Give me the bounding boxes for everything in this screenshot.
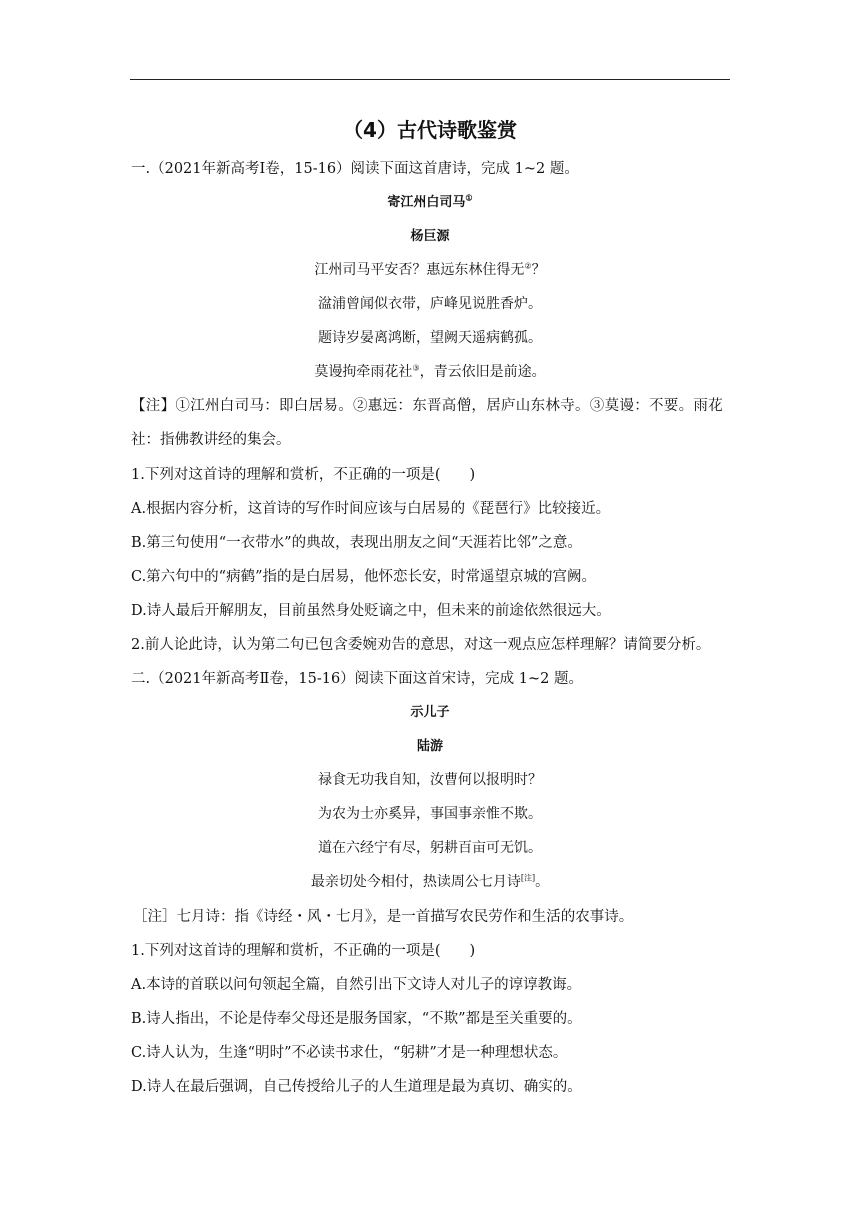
poem1-title: 寄江州白司马① <box>387 192 473 210</box>
section1-option-a: A.根据内容分析，这首诗的写作时间应该与白居易的《琵琶行》比较接近。 <box>131 501 611 517</box>
poem1-line-4: 莫谩拘牵雨花社③，青云依旧是前途。 <box>314 363 546 380</box>
section1-intro: 一.（2021年新高考Ⅰ卷，15-16）阅读下面这首唐诗，完成 1~2 题。 <box>131 161 579 177</box>
section2-option-a: A.本诗的首联以问句领起全篇，自然引出下文诗人对儿子的谆谆教诲。 <box>131 977 582 993</box>
section2-intro: 二.（2021年新高考Ⅱ卷，15-16）阅读下面这首宋诗，完成 1~2 题。 <box>131 671 583 687</box>
section1-option-b: B.第三句使用“一衣带水”的典故，表现出朋友之间“天涯若比邻”之意。 <box>131 535 582 551</box>
section2-option-c: C.诗人认为，生逢“明时”不必读书求仕，“躬耕”才是一种理想状态。 <box>131 1045 568 1061</box>
poem2-note: ［注］七月诗：指《诗经・风・七月》，是一首描写农民劳作和生活的农事诗。 <box>133 909 634 925</box>
section2-option-d: D.诗人在最后强调，自己传授给儿子的人生道理是最为真切、确实的。 <box>131 1079 582 1095</box>
poem1-author: 杨巨源 <box>410 229 450 244</box>
poem1-line-1: 江州司马平安否？惠远东林住得无②？ <box>314 261 546 278</box>
poem2-line-3: 道在六经宁有尽，躬耕百亩可无饥。 <box>318 840 542 856</box>
poem2-line-2: 为农为士亦奚异，事国事亲惟不欺。 <box>318 806 542 822</box>
poem1-note-line2: 社：指佛教讲经的集会。 <box>131 432 291 448</box>
section1-option-d: D.诗人最后开解朋友，目前虽然身处贬谪之中，但未来的前途依然很远大。 <box>131 603 611 619</box>
page-title: （4）古代诗歌鉴赏 <box>343 118 517 142</box>
poem2-title: 示儿子 <box>410 705 450 720</box>
section1-option-c: C.第六句中的“病鹤”指的是白居易，他怀恋长安，时常遥望京城的宫阙。 <box>131 569 597 585</box>
header-rule <box>130 79 730 80</box>
poem1-line-2: 湓浦曾闻似衣带，庐峰见说胜香炉。 <box>318 296 542 312</box>
section1-question-2: 2.前人论此诗，认为第二句已包含委婉劝告的意思，对这一观点应怎样理解？请简要分析。 <box>131 637 711 653</box>
poem1-note-line1: 【注】①江州白司马：即白居易。②惠远：东晋高僧，居庐山东林寺。③莫谩：不要。雨花 <box>131 398 723 414</box>
poem2-line-1: 禄食无功我自知，汝曹何以报明时？ <box>318 772 542 788</box>
poem2-line-4: 最亲切处今相付，热读周公七月诗[注]。 <box>310 873 550 890</box>
section2-question-1: 1.下列对这首诗的理解和赏析，不正确的一项是( ) <box>131 943 476 959</box>
poem2-author: 陆游 <box>416 739 443 754</box>
poem1-line-3: 题诗岁晏离鸿断，望阙天遥病鹤孤。 <box>318 330 542 346</box>
section2-option-b: B.诗人指出，不论是侍奉父母还是服务国家，“不欺”都是至关重要的。 <box>131 1011 582 1027</box>
section1-question-1: 1.下列对这首诗的理解和赏析，不正确的一项是( ) <box>131 467 476 483</box>
